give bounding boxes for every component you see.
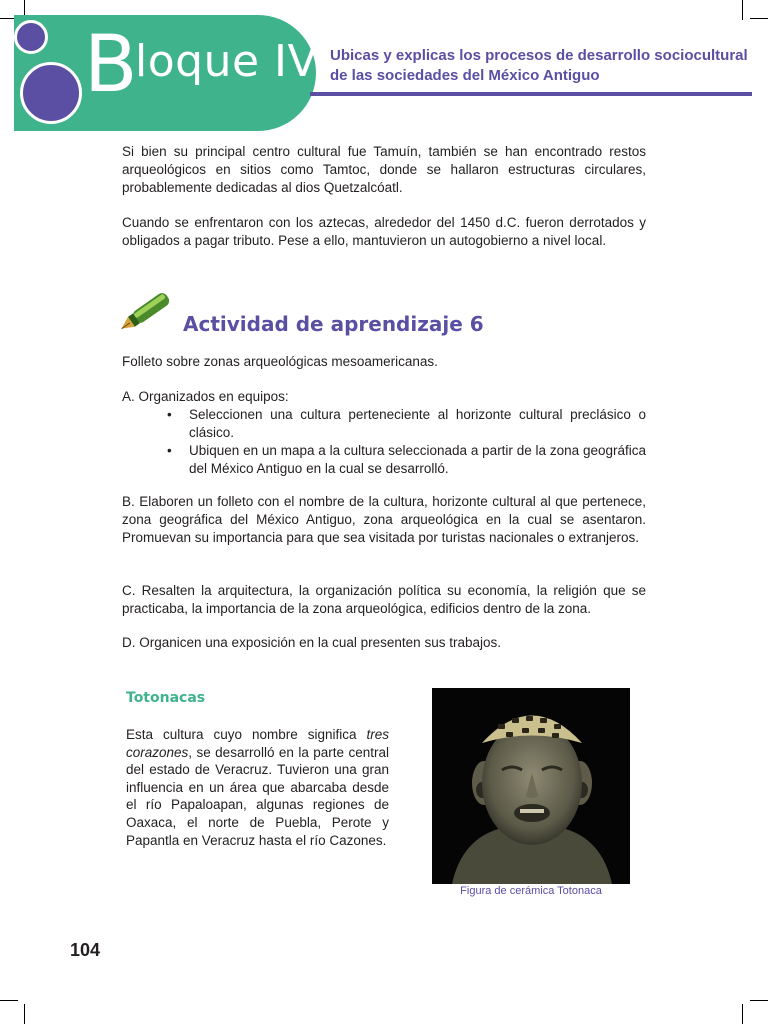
header-subtitle-line2: de las sociedades del México Antiguo [330,67,600,84]
decorative-circle-large [20,62,82,124]
bullet-icon: • [167,407,172,422]
header-divider [310,92,752,96]
crop-mark [742,1004,743,1024]
crop-mark [24,1004,25,1024]
activity-step-d: D. Organicen una exposición en la cual presenten sus trabajos. [122,635,501,650]
section-title: Totonacas [126,690,206,706]
crop-mark [0,1000,18,1001]
fountain-pen-icon [118,284,182,336]
list-item-text: Ubiquen en un mapa a la cultura seleccionada a partir de la zona geográfica del México Antiguo en la cual se desarrolló. [189,443,646,476]
list-item [122,442,646,478]
crop-mark [742,0,743,20]
crop-mark [750,1000,768,1001]
list-item-text: Seleccionen una cultura perteneciente al horizonte cultural preclásico o clásico. [189,407,646,440]
totonac-ceramic-figure-image [432,688,630,884]
totonacas-text-start: Esta cultura cuyo nombre significa [126,727,367,742]
totonacas-text-italic: tres corazones [126,727,389,760]
activity-step-a: A. Organizados en equipos: [122,389,289,404]
decorative-circle-small [14,20,48,54]
activity-step-c: C. Resalten la arquitectura, la organización política su economía, la religión que se practicaba, la importancia de la zona arqueológica, edificios dentro de la zona. [122,583,646,616]
page-number: 104 [70,940,101,960]
intro-paragraph-2: Cuando se enfrentaron con los aztecas, alrededor del 1450 d.C. fueron derrotados y obligados a pagar tributo. Pese a ello, mantuvieron un autogobierno a nivel local. [122,215,646,248]
totonacas-text-end: , se desarrolló en la parte central del estado de Veracruz. Tuvieron una gran influencia en un área que abarcaba desde el río Papaloapan, algunas regiones de Oaxaca, el norte de Puebla, Perote y Papantla en Veracruz hasta el río Cazones. [126,744,389,848]
activity-step-b: B. Elaboren un folleto con el nombre de la cultura, horizonte cultural al que pertenece, zona geográfica del México Antiguo, zona arqueológica en la cual se asentaron. Promuevan su importancia para que sea visitada por turistas nacionales o extranjeros. [122,494,646,545]
figure-caption: Figura de cerámica Totonaca [460,885,602,897]
header-subtitle-line1: Ubicas y explicas los procesos de desarrollo sociocultural [330,47,748,64]
activity-title: Actividad de aprendizaje 6 [183,312,484,336]
list-item [122,406,646,442]
crop-mark [750,18,768,19]
block-title-initial: B [84,20,138,110]
bullet-icon: • [167,443,172,458]
header-subtitle [330,46,750,86]
activity-subtitle: Folleto sobre zonas arqueológicas mesoamericanas. [122,354,438,369]
intro-paragraph-1: Si bien su principal centro cultural fue Tamuín, también se han encontrado restos arqueológicos en sitios como Tamtoc, donde se hallaron estructuras circulares, probablemente dedicadas al dios Quetzalcóatl. [122,144,646,195]
block-title: loque IV [135,36,319,87]
totonacas-paragraph [126,726,389,849]
activity-bullet-list [122,406,646,478]
